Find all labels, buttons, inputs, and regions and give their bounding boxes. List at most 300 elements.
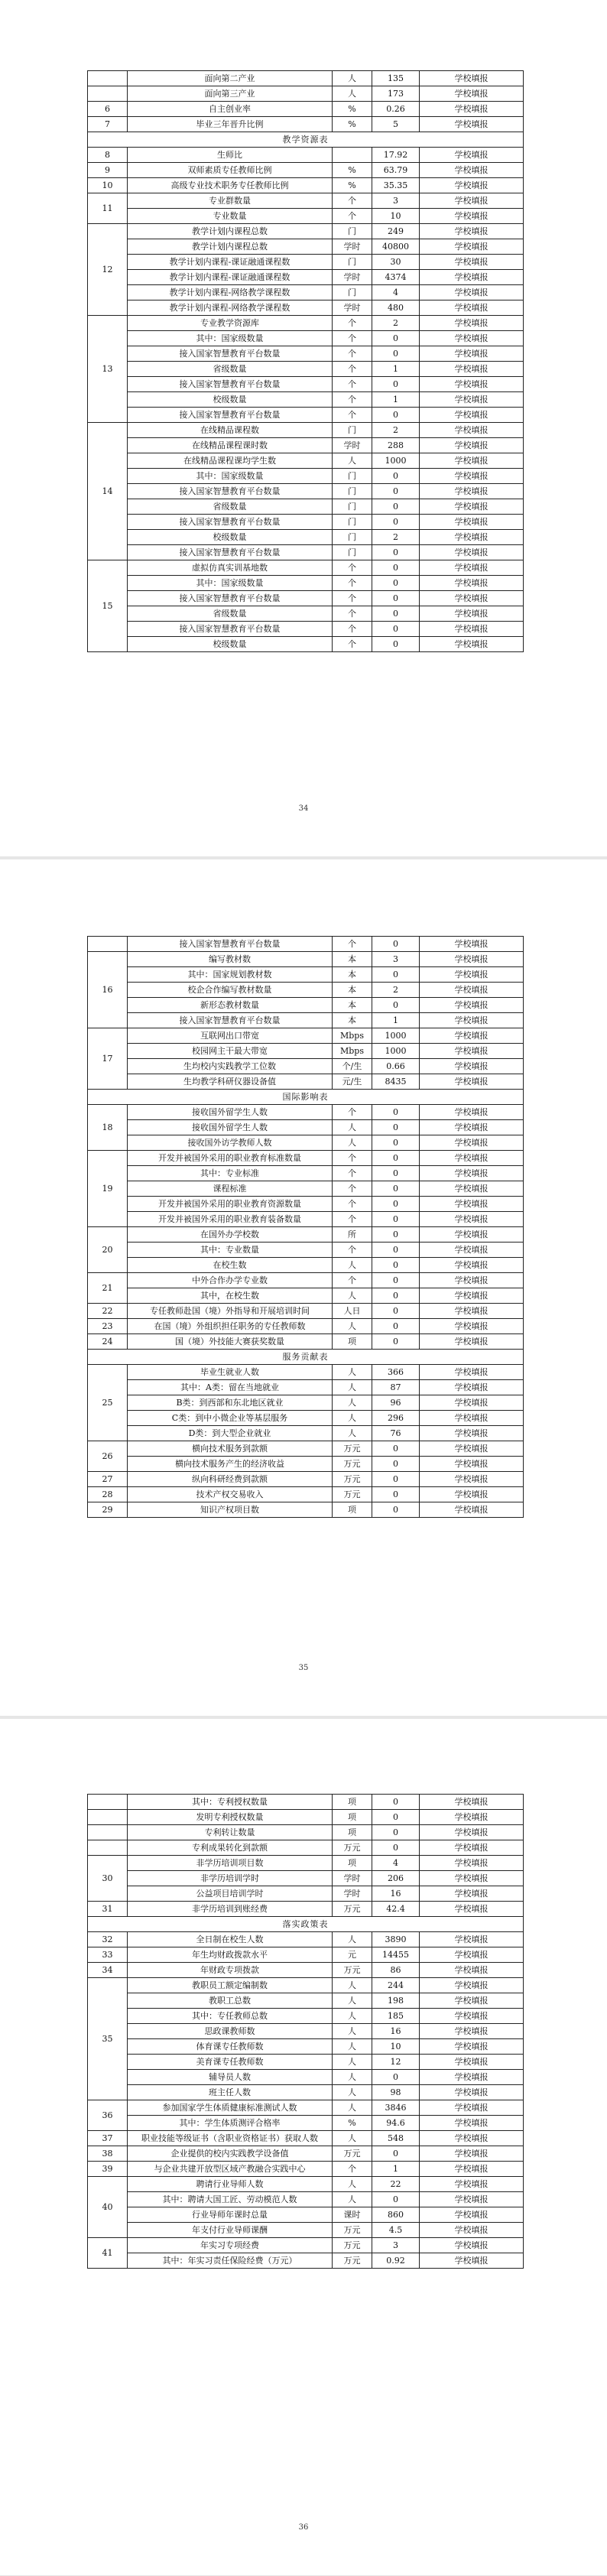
indicator-name: 教学计划内课程总数 <box>128 239 333 255</box>
indicator-name: 在国（境）外组织担任职务的专任教师数 <box>128 1319 333 1334</box>
source-cell: 学校填报 <box>420 178 524 193</box>
section-header-row <box>88 1350 524 1365</box>
value-cell: 0 <box>372 1212 420 1227</box>
source-cell: 学校填报 <box>420 1840 524 1856</box>
value-cell: 0 <box>372 408 420 423</box>
source-cell: 学校填报 <box>420 316 524 331</box>
item-number: 17 <box>88 1028 128 1090</box>
unit-cell: 个 <box>333 377 372 392</box>
indicator-name: 参加国家学生体质健康标准测试人数 <box>128 2100 333 2116</box>
source-cell: 学校填报 <box>420 1013 524 1028</box>
value-cell: 0.26 <box>372 102 420 117</box>
table-row <box>88 255 524 270</box>
table-row <box>88 300 524 316</box>
indicator-name: 技术产权交易收入 <box>128 1487 333 1502</box>
item-number: 19 <box>88 1151 128 1227</box>
indicator-name: 其中：聘请大国工匠、劳动模范人数 <box>128 2192 333 2207</box>
source-cell: 学校填报 <box>420 362 524 377</box>
table-row <box>88 591 524 606</box>
value-cell: 135 <box>372 71 420 86</box>
source-cell: 学校填报 <box>420 1334 524 1350</box>
indicator-name: 体育课专任教师数 <box>128 2039 333 2055</box>
unit-cell: 门 <box>333 545 372 560</box>
indicator-name: 其中：专业数量 <box>128 1243 333 1258</box>
table-row <box>88 377 524 392</box>
table-row <box>88 1258 524 1273</box>
indicator-name: 面向第三产业 <box>128 86 333 102</box>
value-cell: 0 <box>372 1810 420 1825</box>
unit-cell: 项 <box>333 1810 372 1825</box>
source-cell: 学校填报 <box>420 1258 524 1273</box>
unit-cell: % <box>333 163 372 178</box>
value-cell: 0 <box>372 1288 420 1304</box>
indicator-name: 接入国家智慧教育平台数量 <box>128 591 333 606</box>
item-number: 18 <box>88 1105 128 1151</box>
unit-cell: 本 <box>333 952 372 967</box>
source-cell: 学校填报 <box>420 377 524 392</box>
unit-cell: 元 <box>333 1947 372 1963</box>
indicator-name: 校企合作编写教材数量 <box>128 983 333 998</box>
unit-cell: % <box>333 117 372 132</box>
source-cell: 学校填报 <box>420 545 524 560</box>
item-number: 26 <box>88 1441 128 1472</box>
unit-cell: 学时 <box>333 300 372 316</box>
unit-cell: 人 <box>333 2085 372 2100</box>
source-cell: 学校填报 <box>420 1028 524 1044</box>
unit-cell: 个 <box>333 193 372 209</box>
unit-cell: 个 <box>333 408 372 423</box>
source-cell: 学校填报 <box>420 346 524 362</box>
table-row <box>88 117 524 132</box>
value-cell: 288 <box>372 438 420 453</box>
source-cell: 学校填报 <box>420 1365 524 1380</box>
source-cell: 学校填报 <box>420 1947 524 1963</box>
value-cell: 0 <box>372 1334 420 1350</box>
item-number: 29 <box>88 1502 128 1518</box>
table-row <box>88 1334 524 1350</box>
source-cell: 学校填报 <box>420 1856 524 1871</box>
table-row <box>88 1013 524 1028</box>
unit-cell: % <box>333 102 372 117</box>
table-row <box>88 952 524 967</box>
source-cell: 学校填报 <box>420 2085 524 2100</box>
source-cell: 学校填报 <box>420 515 524 530</box>
unit-cell: 人 <box>333 453 372 469</box>
indicator-name: 教学计划内课程总数 <box>128 224 333 239</box>
unit-cell: 门 <box>333 285 372 300</box>
table-row <box>88 2253 524 2269</box>
item-number: 24 <box>88 1334 128 1350</box>
indicator-name: 接收国外访学教师人数 <box>128 1135 333 1151</box>
indicator-name: 非学历培训到账经费 <box>128 1902 333 1917</box>
value-cell: 14455 <box>372 1947 420 1963</box>
indicator-name: 年实习专项经费 <box>128 2238 333 2253</box>
source-cell: 学校填报 <box>420 255 524 270</box>
source-cell: 学校填报 <box>420 117 524 132</box>
unit-cell: 人 <box>333 1288 372 1304</box>
unit-cell: 个 <box>333 316 372 331</box>
unit-cell: 本 <box>333 1013 372 1028</box>
table-row <box>88 484 524 499</box>
source-cell: 学校填报 <box>420 2238 524 2253</box>
indicator-name: 美育课专任教师数 <box>128 2055 333 2070</box>
unit-cell: 门 <box>333 484 372 499</box>
page-number: 35 <box>298 1664 309 1672</box>
unit-cell: 个 <box>333 591 372 606</box>
unit-cell: 门 <box>333 499 372 515</box>
unit-cell: 项 <box>333 1334 372 1350</box>
source-cell: 学校填报 <box>420 1825 524 1840</box>
source-cell: 学校填报 <box>420 499 524 515</box>
source-cell: 学校填报 <box>420 576 524 591</box>
indicator-name: 省级数量 <box>128 362 333 377</box>
value-cell: 0 <box>372 1319 420 1334</box>
value-cell: 0 <box>372 1151 420 1166</box>
value-cell: 3 <box>372 193 420 209</box>
value-cell: 0 <box>372 1457 420 1472</box>
source-cell: 学校填报 <box>420 1135 524 1151</box>
table-row <box>88 1902 524 1917</box>
table-row <box>88 285 524 300</box>
source-cell: 学校填报 <box>420 1457 524 1472</box>
value-cell: 206 <box>372 1871 420 1886</box>
unit-cell: 元/生 <box>333 1074 372 1090</box>
source-cell: 学校填报 <box>420 148 524 163</box>
value-cell: 0 <box>372 576 420 591</box>
source-cell: 学校填报 <box>420 1197 524 1212</box>
item-number <box>88 937 128 952</box>
table-row <box>88 1105 524 1120</box>
unit-cell <box>333 148 372 163</box>
value-cell: 0 <box>372 560 420 576</box>
value-cell: 5 <box>372 117 420 132</box>
item-number <box>88 1795 128 1810</box>
indicator-name: D类：到大型企业就业 <box>128 1426 333 1441</box>
value-cell: 17.92 <box>372 148 420 163</box>
table-row <box>88 148 524 163</box>
source-cell: 学校填报 <box>420 2116 524 2131</box>
table-row <box>88 2085 524 2100</box>
source-cell: 学校填报 <box>420 1181 524 1197</box>
indicator-name: 开发并被国外采用的职业教育装备数量 <box>128 1212 333 1227</box>
page-35 <box>0 859 607 1716</box>
indicator-name: 新形态教材数量 <box>128 998 333 1013</box>
indicator-name: 非学历培训项目数 <box>128 1856 333 1871</box>
item-number <box>88 1810 128 1825</box>
source-cell: 学校填报 <box>420 937 524 952</box>
table-row <box>88 2070 524 2085</box>
unit-cell: 人 <box>333 2024 372 2039</box>
value-cell: 0.92 <box>372 2253 420 2269</box>
unit-cell: 个 <box>333 576 372 591</box>
section-title: 落实政策表 <box>88 1917 524 1932</box>
table-row <box>88 1365 524 1380</box>
indicator-name: 接入国家智慧教育平台数量 <box>128 937 333 952</box>
source-cell: 学校填报 <box>420 1395 524 1411</box>
table-row <box>88 102 524 117</box>
indicator-name: 在国外办学校数 <box>128 1227 333 1243</box>
item-number: 38 <box>88 2146 128 2162</box>
value-cell: 40800 <box>372 239 420 255</box>
indicator-name: 知识产权项目数 <box>128 1502 333 1518</box>
source-cell: 学校填报 <box>420 453 524 469</box>
value-cell: 173 <box>372 86 420 102</box>
indicator-name: 接收国外留学生人数 <box>128 1120 333 1135</box>
indicator-name: 接入国家智慧教育平台数量 <box>128 408 333 423</box>
value-cell: 0 <box>372 606 420 622</box>
value-cell: 0 <box>372 1840 420 1856</box>
table-row <box>88 576 524 591</box>
table-row <box>88 270 524 285</box>
item-number: 27 <box>88 1472 128 1487</box>
table-row <box>88 209 524 224</box>
unit-cell: 学时 <box>333 1886 372 1902</box>
indicator-name: 接入国家智慧教育平台数量 <box>128 346 333 362</box>
indicator-name: 接收国外留学生人数 <box>128 1105 333 1120</box>
indicator-name: 教学计划内课程-课证融通课程数 <box>128 270 333 285</box>
unit-cell: 人 <box>333 2009 372 2024</box>
unit-cell: 人 <box>333 1135 372 1151</box>
indicator-name: 其中：专任教师总数 <box>128 2009 333 2024</box>
indicator-name: 开发并被国外采用的职业教育资源数量 <box>128 1197 333 1212</box>
indicator-name: 校级数量 <box>128 530 333 545</box>
value-cell: 0 <box>372 1120 420 1135</box>
unit-cell: 人 <box>333 1365 372 1380</box>
table-row <box>88 1871 524 1886</box>
indicator-name: 接入国家智慧教育平台数量 <box>128 545 333 560</box>
table-row <box>88 1441 524 1457</box>
item-number <box>88 86 128 102</box>
source-cell: 学校填报 <box>420 392 524 408</box>
table-row <box>88 1978 524 1993</box>
value-cell: 185 <box>372 2009 420 2024</box>
indicator-name: 课程标准 <box>128 1181 333 1197</box>
unit-cell: 门 <box>333 255 372 270</box>
value-cell: 0 <box>372 1197 420 1212</box>
indicator-name: C类：到中小微企业等基层服务 <box>128 1411 333 1426</box>
table-row <box>88 1502 524 1518</box>
indicator-name: 专任教师赴国（境）外指导和开展培训时间 <box>128 1304 333 1319</box>
value-cell: 1 <box>372 2162 420 2177</box>
source-cell: 学校填报 <box>420 2162 524 2177</box>
item-number: 13 <box>88 316 128 423</box>
indicator-name: 在线精品课程数 <box>128 423 333 438</box>
value-cell: 0 <box>372 637 420 652</box>
section-title: 服务贡献表 <box>88 1350 524 1365</box>
source-cell: 学校填报 <box>420 1304 524 1319</box>
indicator-name: 其中：国家规划教材数 <box>128 967 333 983</box>
data-table <box>87 936 524 1518</box>
source-cell: 学校填报 <box>420 270 524 285</box>
table-row <box>88 1380 524 1395</box>
table-row <box>88 1886 524 1902</box>
source-cell: 学校填报 <box>420 2207 524 2223</box>
source-cell: 学校填报 <box>420 285 524 300</box>
table-row <box>88 2131 524 2146</box>
table-row <box>88 453 524 469</box>
value-cell: 2 <box>372 423 420 438</box>
unit-cell: 学时 <box>333 438 372 453</box>
value-cell: 249 <box>372 224 420 239</box>
value-cell: 94.6 <box>372 2116 420 2131</box>
table-row <box>88 1825 524 1840</box>
indicator-name: 年财政专项拨款 <box>128 1963 333 1978</box>
unit-cell: 人 <box>333 2192 372 2207</box>
table-row <box>88 224 524 239</box>
source-cell: 学校填报 <box>420 331 524 346</box>
value-cell: 0 <box>372 545 420 560</box>
table-row <box>88 545 524 560</box>
table-row <box>88 362 524 377</box>
unit-cell: 门 <box>333 469 372 484</box>
unit-cell: 个 <box>333 622 372 637</box>
table-row <box>88 1395 524 1411</box>
value-cell: 0 <box>372 937 420 952</box>
indicator-name: 其中：国家级数量 <box>128 469 333 484</box>
unit-cell: 万元 <box>333 1902 372 1917</box>
value-cell: 0 <box>372 591 420 606</box>
source-cell: 学校填报 <box>420 408 524 423</box>
value-cell: 4 <box>372 1856 420 1871</box>
source-cell: 学校填报 <box>420 1871 524 1886</box>
unit-cell: 万元 <box>333 1441 372 1457</box>
item-number: 32 <box>88 1932 128 1947</box>
value-cell: 0 <box>372 346 420 362</box>
table-row <box>88 2024 524 2039</box>
indicator-name: 省级数量 <box>128 499 333 515</box>
item-number: 41 <box>88 2238 128 2269</box>
value-cell: 0 <box>372 1227 420 1243</box>
unit-cell: 个 <box>333 1166 372 1181</box>
indicator-name: 年支付行业导师课酬 <box>128 2223 333 2238</box>
unit-cell: Mbps <box>333 1028 372 1044</box>
table-row <box>88 1993 524 2009</box>
indicator-name: 编写教材数 <box>128 952 333 967</box>
indicator-name: 校级数量 <box>128 392 333 408</box>
table-row <box>88 937 524 952</box>
value-cell: 1 <box>372 1013 420 1028</box>
source-cell: 学校填报 <box>420 1795 524 1810</box>
item-number: 34 <box>88 1963 128 1978</box>
unit-cell: 本 <box>333 983 372 998</box>
unit-cell: 个 <box>333 606 372 622</box>
table-row <box>88 1947 524 1963</box>
table-row <box>88 2223 524 2238</box>
source-cell: 学校填报 <box>420 2055 524 2070</box>
page-number: 34 <box>298 804 309 813</box>
source-cell: 学校填报 <box>420 239 524 255</box>
indicator-name: 互联网出口带宽 <box>128 1028 333 1044</box>
source-cell: 学校填报 <box>420 1074 524 1090</box>
source-cell: 学校填报 <box>420 2223 524 2238</box>
value-cell: 8435 <box>372 1074 420 1090</box>
table-row <box>88 1074 524 1090</box>
unit-cell: 人 <box>333 1932 372 1947</box>
unit-cell: 万元 <box>333 1472 372 1487</box>
source-cell: 学校填报 <box>420 983 524 998</box>
value-cell: 10 <box>372 209 420 224</box>
indicator-name: 年生均财政拨款水平 <box>128 1947 333 1963</box>
item-number: 23 <box>88 1319 128 1334</box>
indicator-name: 其中：学生体质测评合格率 <box>128 2116 333 2131</box>
value-cell: 0 <box>372 1105 420 1120</box>
source-cell: 学校填报 <box>420 193 524 209</box>
source-cell: 学校填报 <box>420 1227 524 1243</box>
section-header-row <box>88 1917 524 1932</box>
indicator-name: 面向第二产业 <box>128 71 333 86</box>
indicator-name: 接入国家智慧教育平台数量 <box>128 377 333 392</box>
value-cell: 63.79 <box>372 163 420 178</box>
unit-cell: 人 <box>333 2131 372 2146</box>
indicator-name: 高级专业技术职务专任教师比例 <box>128 178 333 193</box>
item-number: 11 <box>88 193 128 224</box>
source-cell: 学校填报 <box>420 1426 524 1441</box>
indicator-name: 教学计划内课程-网络教学课程数 <box>128 300 333 316</box>
source-cell: 学校填报 <box>420 438 524 453</box>
unit-cell: 人日 <box>333 1304 372 1319</box>
table-row <box>88 1795 524 1810</box>
value-cell: 0 <box>372 1441 420 1457</box>
section-title: 国际影响表 <box>88 1090 524 1105</box>
data-table <box>87 1794 524 2269</box>
value-cell: 4374 <box>372 270 420 285</box>
source-cell: 学校填报 <box>420 209 524 224</box>
value-cell: 0 <box>372 1135 420 1151</box>
unit-cell: 万元 <box>333 2238 372 2253</box>
indicator-name: 教职员工额定编制数 <box>128 1978 333 1993</box>
value-cell: 0 <box>372 1258 420 1273</box>
indicator-name: 在线精品课程课均学生数 <box>128 453 333 469</box>
unit-cell: 万元 <box>333 1840 372 1856</box>
value-cell: 0 <box>372 331 420 346</box>
source-cell: 学校填报 <box>420 1993 524 2009</box>
unit-cell: 人 <box>333 2100 372 2116</box>
value-cell: 0 <box>372 1304 420 1319</box>
indicator-name: 聘请行业导师人数 <box>128 2177 333 2192</box>
unit-cell: 个 <box>333 1243 372 1258</box>
source-cell: 学校填报 <box>420 469 524 484</box>
unit-cell: 项 <box>333 1856 372 1871</box>
unit-cell: 个 <box>333 1181 372 1197</box>
source-cell: 学校填报 <box>420 1319 524 1334</box>
table-row <box>88 1319 524 1334</box>
source-cell: 学校填报 <box>420 2177 524 2192</box>
value-cell: 4 <box>372 285 420 300</box>
indicator-name: 双师素质专任教师比例 <box>128 163 333 178</box>
item-number <box>88 1825 128 1840</box>
indicator-name: 教学计划内课程-网络教学课程数 <box>128 285 333 300</box>
table-row <box>88 438 524 453</box>
item-number: 31 <box>88 1902 128 1917</box>
table-row <box>88 2207 524 2223</box>
source-cell: 学校填报 <box>420 1932 524 1947</box>
table-row <box>88 499 524 515</box>
unit-cell: 万元 <box>333 1487 372 1502</box>
source-cell: 学校填报 <box>420 300 524 316</box>
indicator-name: 在校生数 <box>128 1258 333 1273</box>
source-cell: 学校填报 <box>420 1243 524 1258</box>
value-cell: 2 <box>372 983 420 998</box>
source-cell: 学校填报 <box>420 71 524 86</box>
table-row <box>88 606 524 622</box>
value-cell: 96 <box>372 1395 420 1411</box>
source-cell: 学校填报 <box>420 606 524 622</box>
source-cell: 学校填报 <box>420 1487 524 1502</box>
value-cell: 0 <box>372 622 420 637</box>
unit-cell: 个 <box>333 1105 372 1120</box>
unit-cell: 项 <box>333 1825 372 1840</box>
table-row <box>88 1856 524 1871</box>
